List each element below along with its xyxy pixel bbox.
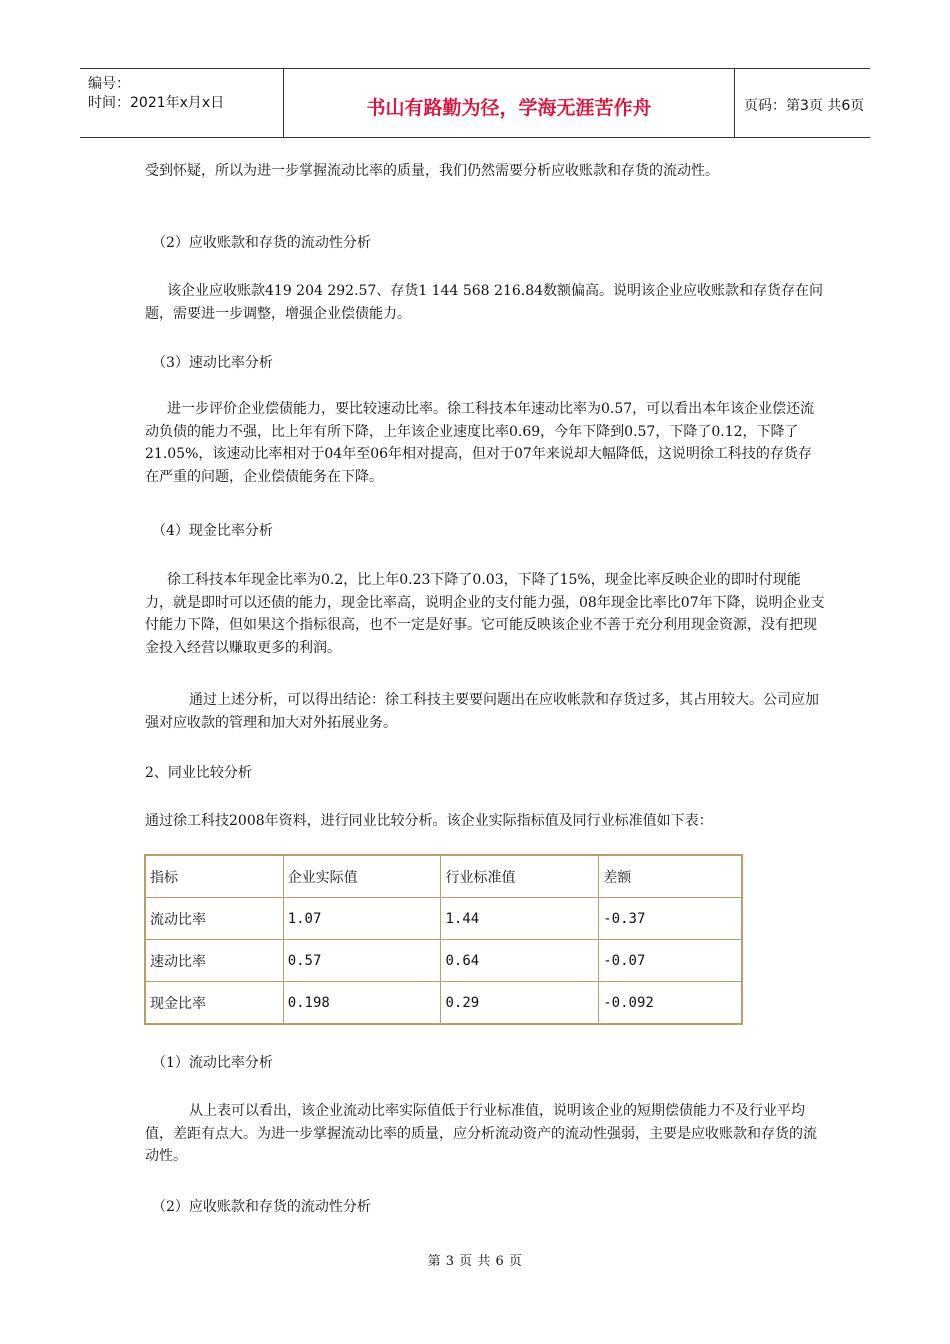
table-cell: 1.44 — [441, 898, 599, 940]
document-time-label: 时间：2021年x月x日 — [88, 95, 225, 111]
table-cell: 0.64 — [441, 940, 599, 982]
table-row — [145, 982, 742, 1025]
paragraph-quick-ratio: 进一步评价企业偿债能力，要比较速动比率。徐工科技本年速动比率为0.57，可以看出本年该企业偿还流动负债的能力不强，比上年有所下降，上年该企业速度比率0.69，今年下降到0.57，下降了0.12，下降了21.05%，该速动比率相对于04年至06年相对提高，但对于07年来说却大幅降低，这说明徐工科技的存货存在严重的问题，企业偿债能务在下降。 — [145, 401, 815, 485]
table-header-cell: 差额 — [599, 855, 742, 898]
page-footer: 第 3 页 共 6 页 — [427, 1254, 523, 1269]
heading-industry-comparison: 2、同业比较分析 — [145, 765, 252, 781]
page-header — [80, 68, 870, 138]
table-cell: 1.07 — [283, 898, 441, 940]
table-cell: 流动比率 — [145, 898, 283, 940]
table-header-cell: 指标 — [145, 855, 283, 898]
header-page-info: 页码：第3页 共6页 — [744, 98, 865, 114]
header-meta-cell — [80, 69, 283, 137]
comparison-table — [144, 854, 743, 1025]
table-cell: 0.29 — [441, 982, 599, 1025]
paragraph-current-ratio: 从上表可以看出，该企业流动比率实际值低于行业标准值，说明该企业的短期偿债能力不及行业平均值，差距有点大。为进一步掌握流动比率的质量，应分析流动资产的流动性强弱，主要是应收账款和存货的流动性。 — [145, 1103, 817, 1164]
paragraph-industry-intro: 通过徐工科技2008年资料，进行同业比较分析。该企业实际指标值及同行业标准值如下表： — [145, 813, 713, 829]
heading-receivables-liquidity-2: （2）应收账款和存货的流动性分析 — [152, 1199, 371, 1215]
table-cell: 速动比率 — [145, 940, 283, 982]
table-cell: -0.07 — [599, 940, 742, 982]
table-cell: 0.57 — [283, 940, 441, 982]
table-cell: -0.092 — [599, 982, 742, 1025]
heading-quick-ratio: （3）速动比率分析 — [152, 355, 273, 371]
heading-cash-ratio: （4）现金比率分析 — [152, 523, 273, 539]
heading-current-ratio: （1）流动比率分析 — [152, 1055, 273, 1071]
table-header-row — [145, 855, 742, 898]
table-row — [145, 940, 742, 982]
header-motto: 书山有路勤为径，学海无涯苦作舟 — [366, 97, 652, 119]
table-cell: -0.37 — [599, 898, 742, 940]
header-motto-cell — [283, 69, 735, 137]
paragraph-continued: 受到怀疑，所以为进一步掌握流动比率的质量，我们仍然需要分析应收账款和存货的流动性。 — [145, 163, 719, 179]
paragraph-cash-ratio: 徐工科技本年现金比率为0.2，比上年0.23下降了0.03，下降了15%，现金比率反映企业的即时付现能力，就是即时可以还债的能力，现金比率高，说明企业的支付能力强，08年现金比率比07年下降，说明企业支付能力下降，但如果这个指标很高，也不一定是好事。它可能反映该企业不善于充分利用现金资源，没有把现金投入经营以赚取更多的利润。 — [145, 572, 825, 656]
table-row — [145, 898, 742, 940]
header-page-cell — [734, 69, 870, 137]
table-header-cell: 行业标准值 — [441, 855, 599, 898]
table-cell: 现金比率 — [145, 982, 283, 1025]
table-header-cell: 企业实际值 — [283, 855, 441, 898]
table-cell: 0.198 — [283, 982, 441, 1025]
document-number-label: 编号： — [88, 76, 130, 92]
paragraph-conclusion: 通过上述分析，可以得出结论：徐工科技主要要问题出在应收帐款和存货过多，其占用较大。公司应加强对应收款的管理和加大对外拓展业务。 — [145, 692, 819, 731]
heading-receivables-liquidity: （2）应收账款和存货的流动性分析 — [152, 235, 371, 251]
paragraph-receivables: 该企业应收账款419 204 292.57、存货1 144 568 216.84数额偏高。说明该企业应收账款和存货存在问题，需要进一步调整，增强企业偿债能力。 — [145, 283, 824, 322]
